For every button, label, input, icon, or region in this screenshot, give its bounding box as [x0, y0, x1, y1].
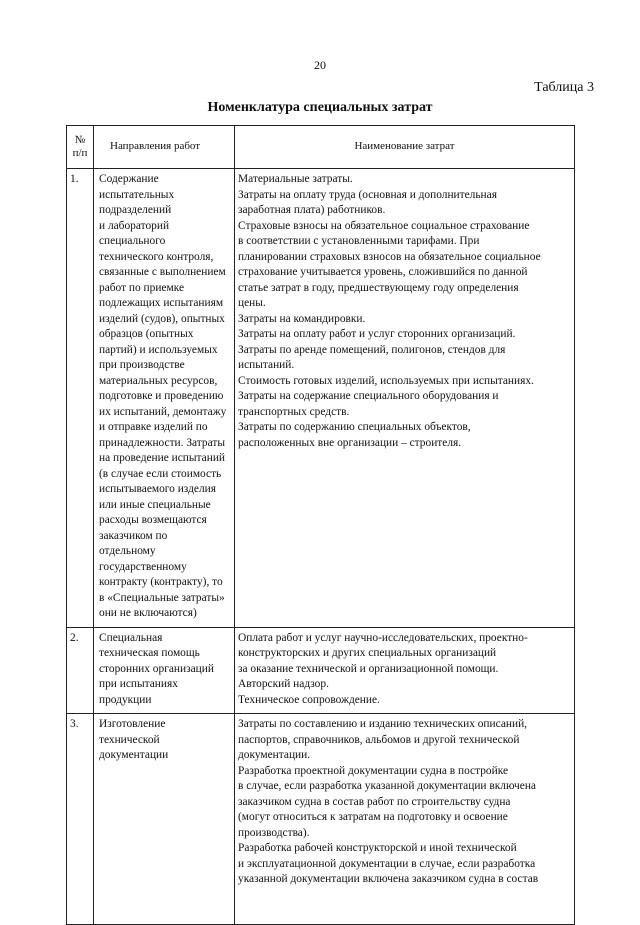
table-row	[67, 714, 575, 925]
cost-item: Стоимость готовых изделий, используемых при испытаниях.	[238, 374, 534, 387]
cost-item: Страховые взносы на обязательное социальное страхование в соответствии с установленными тарифами. При планировании страховых взносов на обязательное социальное страхование учитывается уровень, сложившийся по данной статье затрат в году, предшествующему году определения цены.	[238, 219, 541, 309]
cost-item: Материальные затраты.	[238, 173, 353, 185]
header-number-abbrev: п/п	[72, 147, 88, 159]
header-number	[67, 126, 94, 169]
row-direction: Изготовление технической документации	[94, 714, 235, 925]
row-costs	[235, 169, 575, 628]
cost-item: Оплата работ и услуг научно-исследовательских, проектно- конструкторских и других специальных организаций за оказание технической и организационной помощи.	[238, 631, 528, 675]
header-cost-name: Наименование затрат	[235, 126, 575, 169]
document-title: Номенклатура специальных затрат	[207, 100, 433, 115]
row-number: 2.	[67, 627, 94, 714]
cost-item: Затраты на содержание специального оборудования и транспортных средств.	[238, 390, 499, 418]
cost-item: Авторский надзор.	[238, 678, 329, 690]
cost-item: Затраты по содержанию специальных объектов, расположенных вне организации – строителя.	[238, 421, 471, 449]
header-number-symbol: №	[74, 134, 86, 146]
table-row	[67, 627, 575, 714]
table-caption: Таблица 3	[534, 80, 594, 95]
header-direction: Направления работ	[94, 126, 235, 169]
cost-item: Затраты на оплату работ и услуг сторонних организаций.	[238, 328, 516, 340]
page-number: 20	[314, 58, 326, 72]
cost-item: Техническое сопровождение.	[238, 693, 380, 706]
cost-item: Разработка рабочей конструкторской и иной технической и эксплуатационной документации в случае, если разработка указанной документации включена заказчиком судна в состав	[238, 842, 539, 885]
cost-item: Затраты по составлению и изданию технических описаний, паспортов, справочников, альбомов и другой технической документации.	[238, 718, 528, 761]
row-costs	[235, 627, 575, 714]
cost-nomenclature-table	[66, 125, 575, 925]
row-number: 3.	[67, 714, 94, 925]
row-costs	[235, 714, 575, 925]
row-number: 1.	[67, 169, 94, 628]
table-header-row	[67, 126, 575, 169]
row-direction: Специальная техническая помощь сторонних организаций при испытаниях продукции	[94, 627, 235, 714]
table-row	[67, 169, 575, 628]
cost-item: Затраты по аренде помещений, полигонов, стендов для испытаний.	[238, 343, 506, 371]
cost-item: Затраты на оплату труда (основная и дополнительная заработная плата) работников.	[238, 188, 497, 216]
row-direction: Содержание испытательных подразделений и лабораторий специального технического контроля, связанные с выполнением работ по приемке подлежащих испытаниям изделий (судов), опытных образцов (опытных партий) и используемых при производстве материальных ресурсов, подготовке и проведению их испытаний, демонтажу и отправке изделий по принадлежности. Затраты на проведение испытаний (в случае если стоимость испытываемого изделия или иные специальные расходы возмещаются заказчиком по отдельному государственному контракту (контракту), то в «Специальные затраты» они не включаются)	[94, 169, 235, 628]
cost-item: Затраты на командировки.	[238, 312, 366, 325]
cost-item: Разработка проектной документации судна в постройке в случае, если разработка указанной документации включена заказчиком судна в состав работ по строительству судна (могут относиться к затратам на подготовку и освоение производства).	[238, 764, 536, 839]
